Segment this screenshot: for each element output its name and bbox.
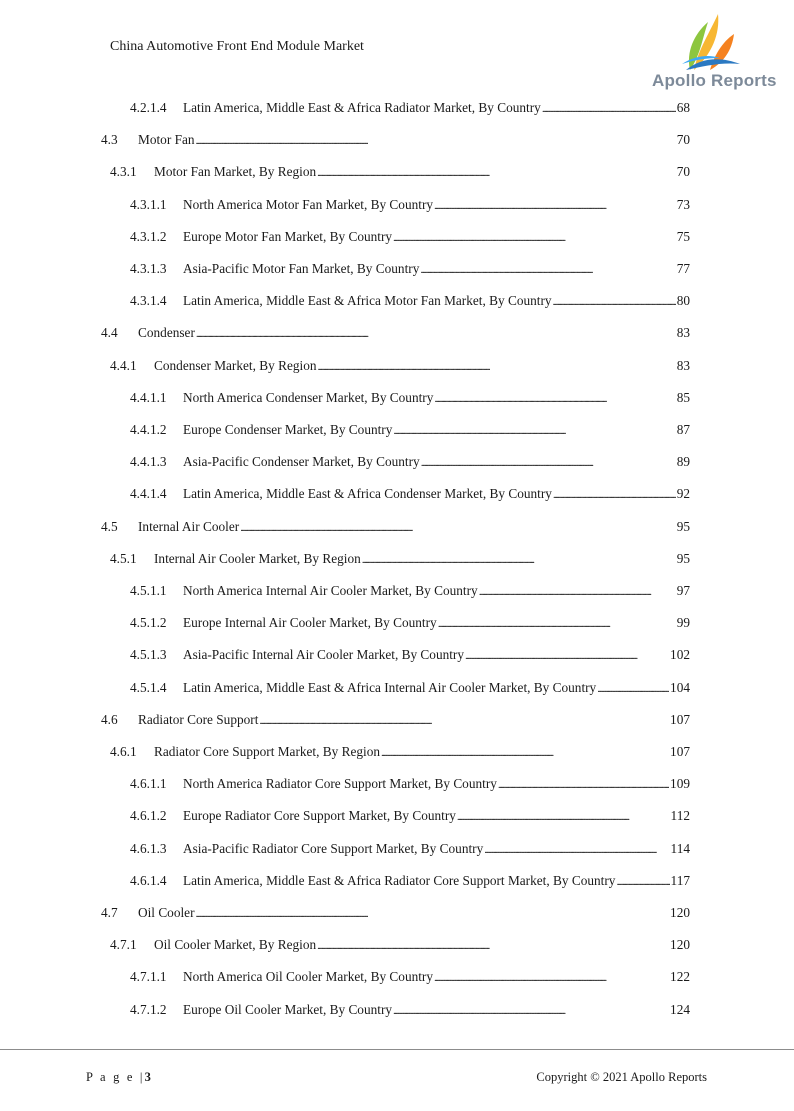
toc-entry-page: 117 <box>670 873 690 888</box>
toc-entry-page: 80 <box>676 293 690 308</box>
toc-entry-page: 89 <box>676 454 690 469</box>
toc-entry-number: 4.4.1.4 <box>130 486 167 501</box>
toc-entry-number: 4.4 <box>101 325 118 340</box>
toc-dot-leader <box>465 647 669 664</box>
toc-entry-number: 4.3.1 <box>110 164 137 179</box>
toc-entry-title: Europe Condenser Market, By Country <box>183 422 393 437</box>
toc-entry[interactable] <box>130 454 690 471</box>
toc-entry-page: 83 <box>676 325 690 340</box>
toc-entry-title: Motor Fan <box>138 132 195 147</box>
toc-entry-title: Europe Internal Air Cooler Market, By Country <box>183 615 437 630</box>
toc-entry[interactable] <box>101 325 690 342</box>
toc-entry[interactable] <box>110 164 690 181</box>
toc-entry-page: 73 <box>676 197 690 212</box>
toc-entry-page: 77 <box>676 261 690 276</box>
toc-dot-leader <box>393 422 675 439</box>
toc-entry[interactable] <box>110 937 690 954</box>
document-title: China Automotive Front End Module Market <box>110 39 364 54</box>
toc-entry-number: 4.5.1.3 <box>130 647 167 662</box>
toc-entry[interactable] <box>130 293 690 310</box>
toc-entry-page: 75 <box>676 229 690 244</box>
footer-divider <box>0 1049 794 1050</box>
apollo-leaf-icon <box>680 12 742 72</box>
toc-dot-leader <box>457 808 670 825</box>
toc-entry-number: 4.4.1.2 <box>130 422 167 437</box>
toc-entry-title: North America Internal Air Cooler Market, By Country <box>183 583 478 598</box>
toc-entry-number: 4.6.1.2 <box>130 808 167 823</box>
toc-entry-page: 112 <box>670 808 690 823</box>
toc-entry-title: Internal Air Cooler <box>138 519 240 534</box>
toc-dot-leader <box>434 969 669 986</box>
toc-dot-leader <box>553 486 676 503</box>
toc-dot-leader <box>259 712 669 729</box>
toc-entry[interactable] <box>130 583 690 600</box>
toc-entry[interactable] <box>101 905 690 922</box>
toc-entry-page: 102 <box>670 647 690 662</box>
toc-entry-page: 120 <box>670 905 690 920</box>
toc-entry-page: 92 <box>676 486 690 501</box>
toc-entry-title: North America Oil Cooler Market, By Country <box>183 969 434 984</box>
toc-entry-title: Europe Motor Fan Market, By Country <box>183 229 393 244</box>
toc-entry-page: 104 <box>670 680 690 695</box>
toc-entry-title: North America Motor Fan Market, By Country <box>183 197 434 212</box>
toc-entry-page: 114 <box>670 841 690 856</box>
toc-entry-page: 122 <box>670 969 690 984</box>
toc-dot-leader <box>484 841 669 858</box>
toc-entry[interactable] <box>130 873 690 890</box>
toc-dot-leader <box>317 937 669 954</box>
footer-copyright: Copyright © 2021 Apollo Reports <box>536 1070 707 1084</box>
toc-entry-number: 4.2.1.4 <box>130 100 167 115</box>
toc-entry-number: 4.5.1.4 <box>130 680 167 695</box>
toc-dot-leader <box>196 132 676 149</box>
apollo-reports-logo <box>650 12 777 92</box>
toc-entry[interactable] <box>130 647 690 664</box>
toc-entry-number: 4.6.1.4 <box>130 873 167 888</box>
toc-entry-number: 4.3.1.4 <box>130 293 167 308</box>
toc-entry[interactable] <box>130 615 690 632</box>
toc-dot-leader <box>420 261 675 278</box>
toc-entry-number: 4.7.1 <box>110 937 137 952</box>
toc-entry[interactable] <box>130 776 690 793</box>
toc-entry-title: Latin America, Middle East & Africa Radiator Market, By Country <box>183 100 541 115</box>
logo-text: Apollo Reports <box>652 71 777 90</box>
page-label: P a g e | <box>86 1070 145 1084</box>
toc-entry-title: Oil Cooler <box>138 905 195 920</box>
toc-entry-title: North America Condenser Market, By Country <box>183 390 434 405</box>
toc-entry-title: Asia-Pacific Internal Air Cooler Market, By Country <box>183 647 465 662</box>
toc-entry-title: North America Radiator Core Support Market, By Country <box>183 776 497 791</box>
toc-entry-number: 4.6.1 <box>110 744 137 759</box>
toc-entry[interactable] <box>110 744 690 761</box>
toc-entry-title: Motor Fan Market, By Region <box>154 164 317 179</box>
toc-entry-title: Condenser Market, By Region <box>154 358 317 373</box>
toc-dot-leader <box>498 776 669 793</box>
toc-entry-number: 4.5.1 <box>110 551 137 566</box>
toc-entry-number: 4.7.1.2 <box>130 1002 167 1017</box>
toc-entry[interactable] <box>101 712 690 729</box>
toc-entry-page: 95 <box>676 519 690 534</box>
toc-entry-number: 4.4.1.3 <box>130 454 167 469</box>
toc-dot-leader <box>317 164 676 181</box>
toc-entry-page: 87 <box>676 422 690 437</box>
toc-entry-title: Asia-Pacific Radiator Core Support Market, By Country <box>183 841 484 856</box>
toc-dot-leader <box>393 1002 669 1019</box>
toc-dot-leader <box>196 905 670 922</box>
toc-dot-leader <box>553 293 676 310</box>
toc-entry-title: Europe Oil Cooler Market, By Country <box>183 1002 393 1017</box>
toc-entry-number: 4.5.1.1 <box>130 583 167 598</box>
toc-entry-page: 83 <box>676 358 690 373</box>
toc-entry-number: 4.6.1.3 <box>130 841 167 856</box>
toc-dot-leader <box>434 197 676 214</box>
toc-entry-number: 4.7 <box>101 905 118 920</box>
toc-entry-page: 68 <box>676 100 690 115</box>
toc-entry[interactable] <box>130 422 690 439</box>
toc-entry[interactable] <box>101 132 690 149</box>
toc-dot-leader <box>196 325 676 342</box>
toc-entry-title: Internal Air Cooler Market, By Region <box>154 551 361 566</box>
toc-dot-leader <box>362 551 676 568</box>
toc-entry-number: 4.7.1.1 <box>130 969 167 984</box>
toc-dot-leader <box>597 680 669 697</box>
page-number: 3 <box>144 1070 151 1084</box>
toc-entry-number: 4.6 <box>101 712 118 727</box>
toc-entry[interactable] <box>110 358 690 375</box>
toc-entry-page: 120 <box>670 937 690 952</box>
toc-entry-page: 95 <box>676 551 690 566</box>
toc-entry-title: Latin America, Middle East & Africa Internal Air Cooler Market, By Country <box>183 680 597 695</box>
toc-entry-page: 70 <box>676 132 690 147</box>
toc-dot-leader <box>393 229 676 246</box>
toc-entry-title: Condenser <box>138 325 195 340</box>
toc-entry-page: 97 <box>676 583 690 598</box>
toc-entry-title: Radiator Core Support <box>138 712 259 727</box>
toc-entry-title: Asia-Pacific Condenser Market, By Country <box>183 454 420 469</box>
toc-dot-leader <box>434 390 675 407</box>
toc-entry[interactable] <box>130 841 690 858</box>
toc-entry[interactable] <box>110 551 690 568</box>
toc-entry-number: 4.3.1.2 <box>130 229 167 244</box>
toc-entry-title: Europe Radiator Core Support Market, By Country <box>183 808 456 823</box>
toc-entry-number: 4.3 <box>101 132 118 147</box>
toc-entry[interactable] <box>130 390 690 407</box>
toc-entry-page: 107 <box>670 744 690 759</box>
toc-dot-leader <box>616 873 669 890</box>
toc-entry-number: 4.6.1.1 <box>130 776 167 791</box>
toc-dot-leader <box>479 583 676 600</box>
toc-entry[interactable] <box>130 1002 690 1019</box>
toc-entry[interactable] <box>130 680 690 697</box>
toc-entry-title: Asia-Pacific Motor Fan Market, By Country <box>183 261 420 276</box>
toc-entry-page: 70 <box>676 164 690 179</box>
toc-entry-title: Latin America, Middle East & Africa Motor Fan Market, By Country <box>183 293 552 308</box>
toc-dot-leader <box>381 744 669 761</box>
footer-page-number <box>86 1070 151 1085</box>
toc-entry[interactable] <box>130 261 690 278</box>
toc-entry-page: 85 <box>676 390 690 405</box>
toc-entry-title: Oil Cooler Market, By Region <box>154 937 317 952</box>
toc-entry[interactable] <box>130 100 690 117</box>
toc-entry[interactable] <box>130 969 690 986</box>
toc-entry-title: Radiator Core Support Market, By Region <box>154 744 381 759</box>
toc-dot-leader <box>240 519 676 536</box>
toc-entry-page: 99 <box>676 615 690 630</box>
toc-dot-leader <box>421 454 676 471</box>
toc-entry[interactable] <box>130 486 690 503</box>
toc-entry-number: 4.4.1.1 <box>130 390 167 405</box>
toc-entry-number: 4.4.1 <box>110 358 137 373</box>
toc-entry[interactable] <box>130 197 690 214</box>
toc-entry[interactable] <box>130 808 690 825</box>
toc-entry[interactable] <box>101 519 690 536</box>
toc-entry-title: Latin America, Middle East & Africa Condenser Market, By Country <box>183 486 552 501</box>
toc-entry-page: 124 <box>670 1002 690 1017</box>
toc-entry-number: 4.3.1.3 <box>130 261 167 276</box>
toc-entry-title: Latin America, Middle East & Africa Radiator Core Support Market, By Country <box>183 873 616 888</box>
toc-dot-leader <box>318 358 676 375</box>
toc-entry-page: 107 <box>670 712 690 727</box>
toc-entry-number: 4.5.1.2 <box>130 615 167 630</box>
toc-entry-number: 4.3.1.1 <box>130 197 167 212</box>
toc-dot-leader <box>438 615 676 632</box>
toc-dot-leader <box>542 100 676 117</box>
toc-entry-number: 4.5 <box>101 519 118 534</box>
toc-entry[interactable] <box>130 229 690 246</box>
toc-entry-page: 109 <box>670 776 690 791</box>
